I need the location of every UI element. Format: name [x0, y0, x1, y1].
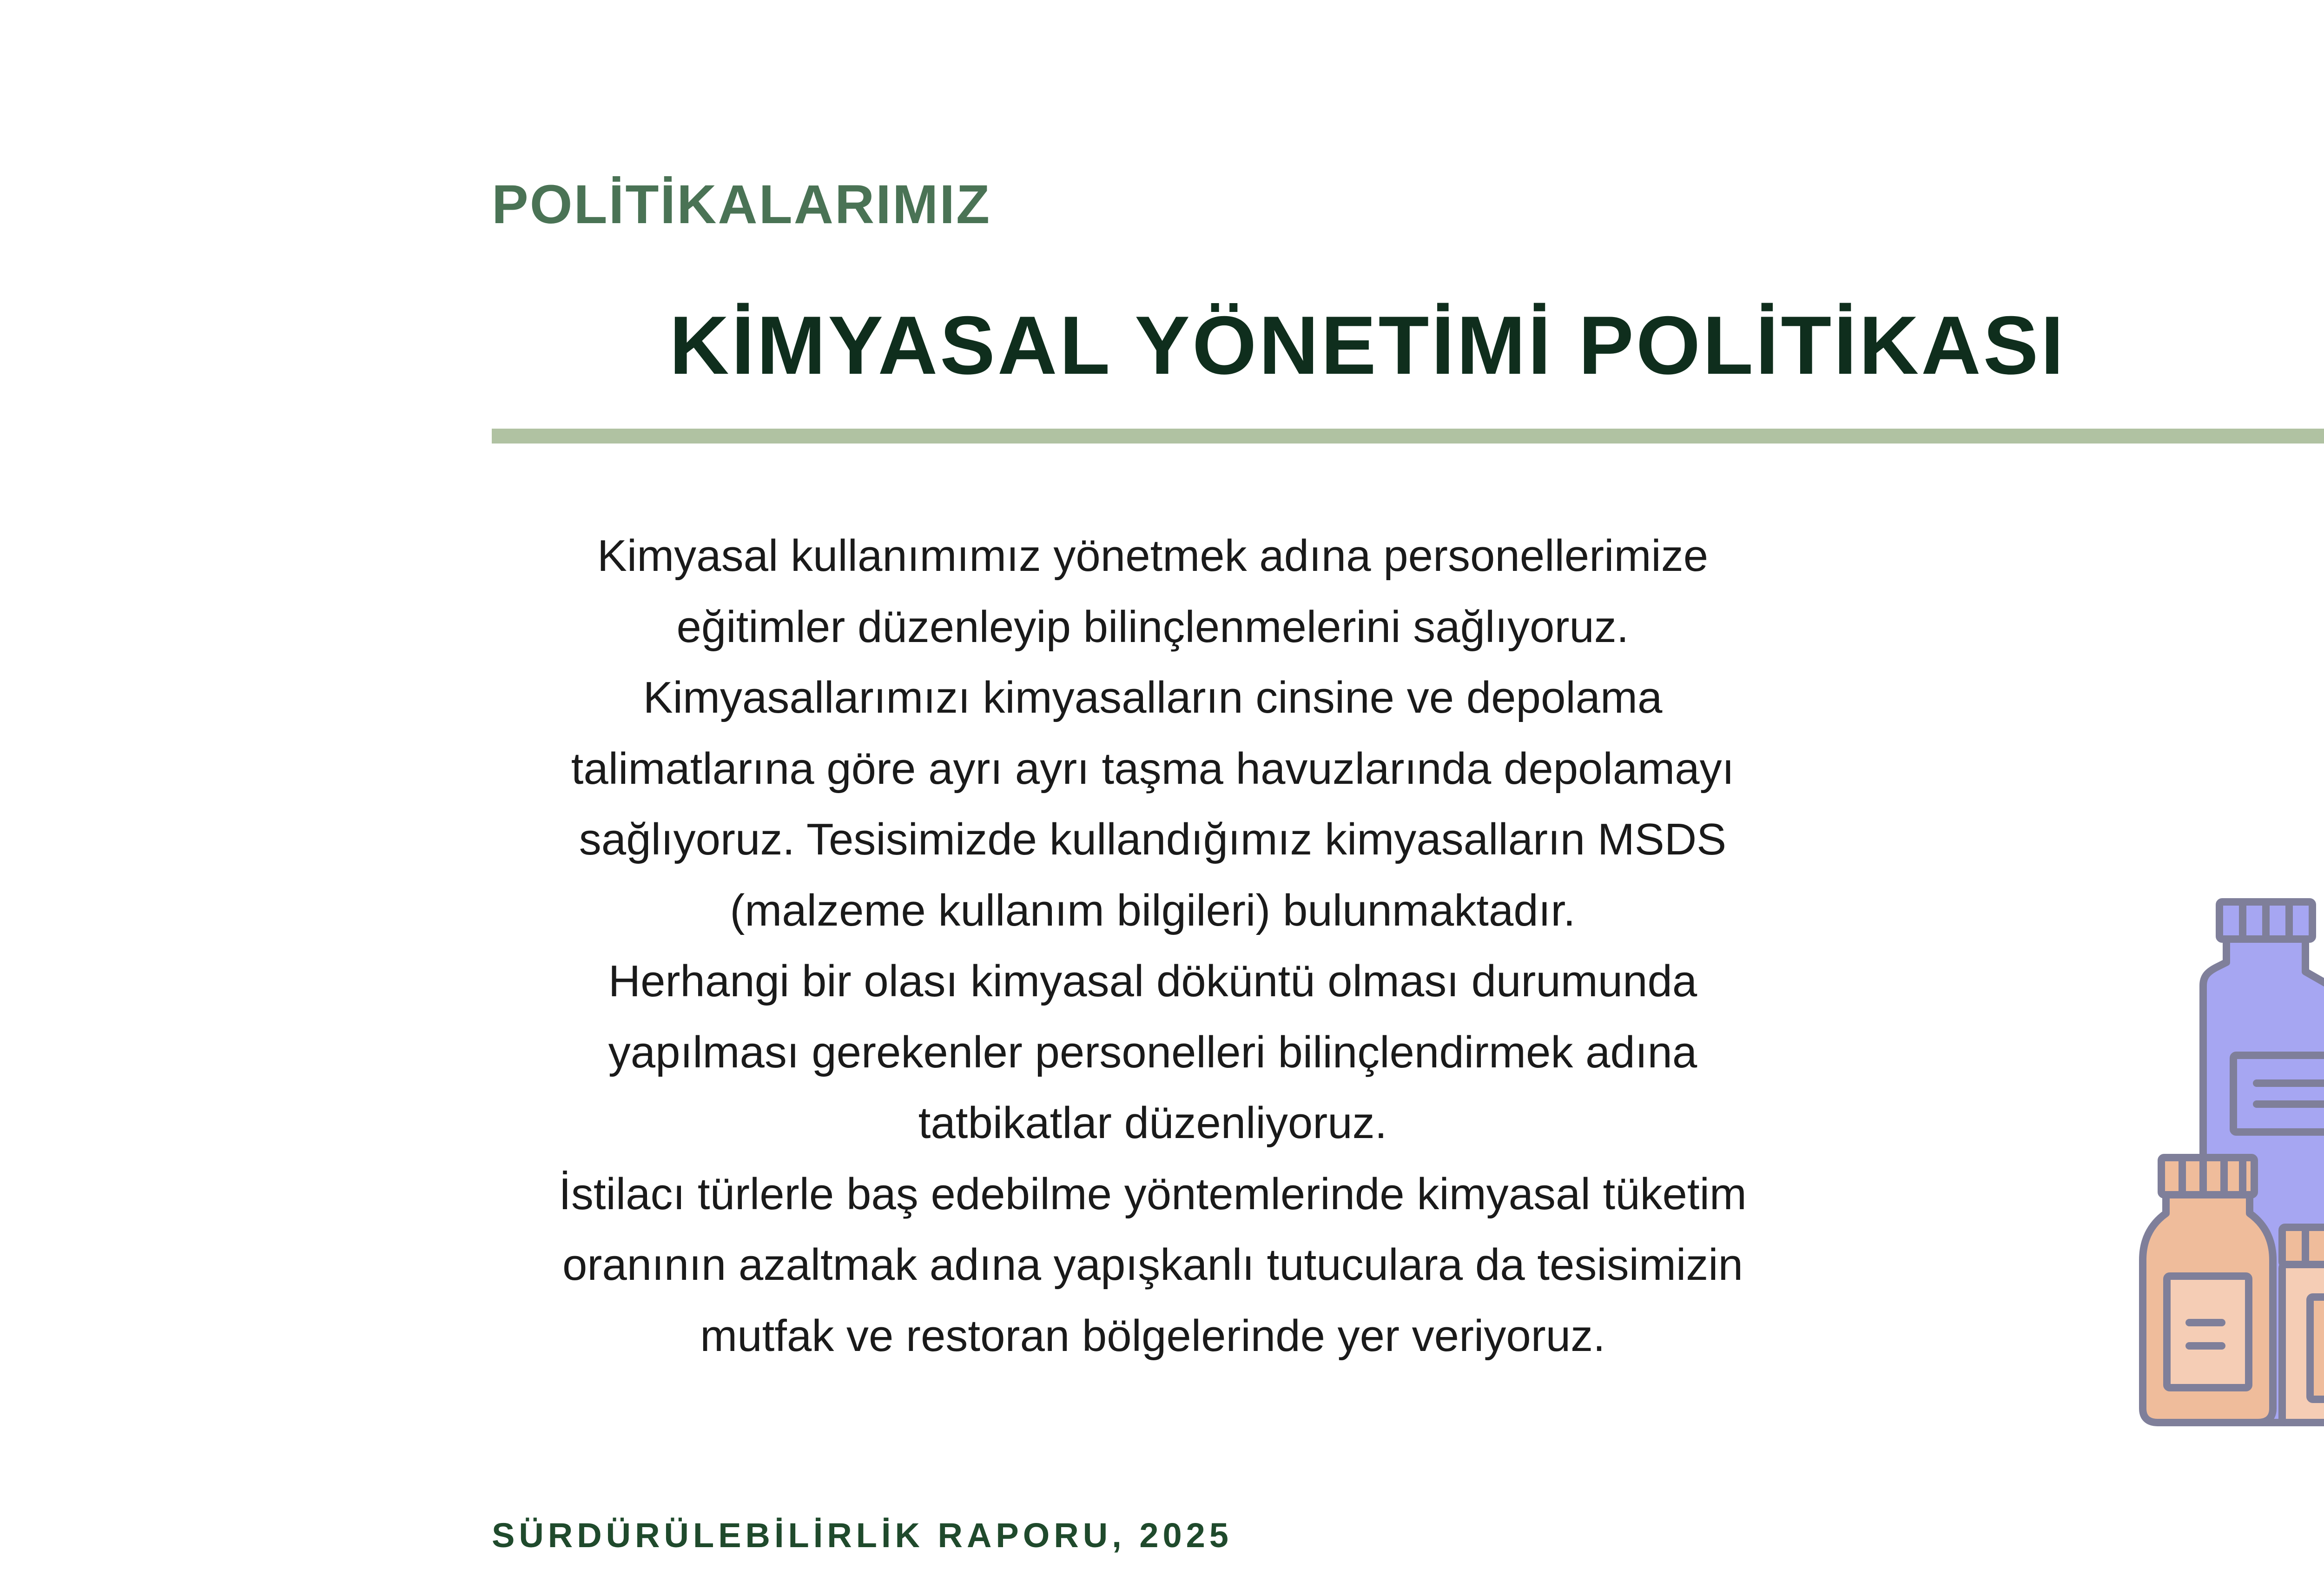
chemical-containers-icon: [2138, 888, 2324, 1437]
policy-line: eğitimler düzenleyip bilinçlenmelerini sağlıyoruz.: [676, 602, 1629, 652]
policy-line: tatbikatlar düzenliyoruz.: [918, 1098, 1387, 1148]
title-divider: [492, 429, 2324, 444]
policy-line: Kimyasal kullanımımız yönetmek adına personellerimize: [597, 531, 1709, 581]
policy-line: talimatlarına göre ayrı ayrı taşma havuzlarında depolamayı: [571, 743, 1735, 794]
policy-line: yapılması gerekenler personelleri bilinçlendirmek adına: [608, 1027, 1697, 1077]
report-footer: SÜRDÜRÜLEBİLİRLİK RAPORU, 2025: [492, 1516, 1233, 1555]
middle-jar: [2282, 1227, 2324, 1423]
section-label: POLİTİKALARIMIZ: [492, 174, 991, 235]
policy-line: Herhangi bir olası kimyasal döküntü olması durumunda: [608, 956, 1697, 1006]
policy-line: İstilacı türlerle baş edebilme yöntemlerinde kimyasal tüketim: [559, 1169, 1747, 1219]
small-bottle: [2143, 1158, 2273, 1423]
policy-line: (malzeme kullanım bilgileri) bulunmaktadır.: [730, 885, 1576, 935]
page-title: KİMYASAL YÖNETİMİ POLİTİKASI: [669, 299, 2066, 391]
policy-line: mutfak ve restoran bölgelerinde yer veriyoruz.: [700, 1311, 1605, 1361]
policy-line: oranının azaltmak adına yapışkanlı tutuculara da tesisimizin: [562, 1240, 1743, 1290]
policy-line: Kimyasallarımızı kimyasalların cinsine ve depolama: [643, 673, 1663, 722]
policy-line: sağlıyoruz. Tesisimizde kullandığımız kimyasalların MSDS: [579, 814, 1727, 864]
policy-body: [483, 521, 1822, 1371]
